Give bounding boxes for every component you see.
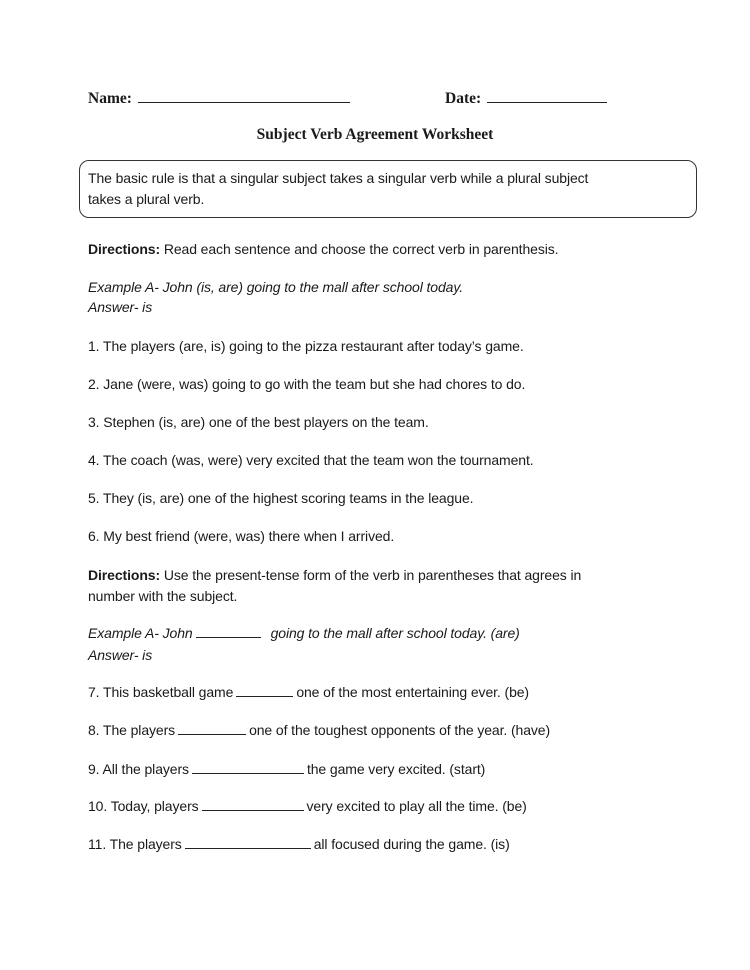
name-label: Name: xyxy=(88,90,132,107)
rule-line-1: The basic rule is that a singular subject takes a singular verb while a plural subject xyxy=(88,170,589,186)
directions-text: Read each sentence and choose the correct verb in parenthesis. xyxy=(160,241,559,257)
directions-text: Use the present-tense form of the verb in parentheses that agrees in xyxy=(160,567,582,583)
directions-label: Directions: xyxy=(88,567,161,583)
question-3: 3. Stephen (is, are) one of the best players on the team. xyxy=(88,414,429,430)
example-blank xyxy=(196,625,261,638)
directions-label: Directions: xyxy=(88,241,161,257)
answer-blank[interactable] xyxy=(185,836,311,849)
question-after: very excited to play all the time. (be) xyxy=(306,798,527,814)
question-before: 7. This basketball game xyxy=(88,684,234,700)
name-blank[interactable] xyxy=(138,90,350,103)
question-10 xyxy=(88,798,527,814)
worksheet-title: Subject Verb Agreement Worksheet xyxy=(256,126,494,143)
question-5: 5. They (is, are) one of the highest scoring teams in the league. xyxy=(88,490,474,506)
example-2 xyxy=(88,625,520,641)
question-1: 1. The players (are, is) going to the pizza restaurant after today’s game. xyxy=(88,338,524,354)
question-9 xyxy=(88,761,485,777)
question-after: all focused during the game. (is) xyxy=(313,836,510,852)
question-after: one of the most entertaining ever. (be) xyxy=(296,684,529,700)
answer-blank[interactable] xyxy=(236,684,293,697)
name-field[interactable] xyxy=(88,90,353,108)
answer-blank[interactable] xyxy=(192,761,304,774)
answer-2: Answer- is xyxy=(88,647,153,663)
question-after: one of the toughest opponents of the year. (have) xyxy=(249,722,551,738)
question-6: 6. My best friend (were, was) there when I arrived. xyxy=(88,528,395,544)
answer-blank[interactable] xyxy=(202,798,304,811)
directions-2 xyxy=(88,567,581,583)
date-field[interactable] xyxy=(445,90,610,108)
question-before: 11. The players xyxy=(88,836,182,852)
question-before: 10. Today, players xyxy=(88,798,199,814)
question-2: 2. Jane (were, was) going to go with the team but she had chores to do. xyxy=(88,376,526,392)
directions-1 xyxy=(88,241,558,257)
date-blank[interactable] xyxy=(487,90,607,103)
example-after: going to the mall after school today. (are) xyxy=(270,625,520,641)
rule-line-2: takes a plural verb. xyxy=(88,191,205,207)
question-11 xyxy=(88,836,510,852)
directions-2-line-2: number with the subject. xyxy=(88,588,238,604)
answer-1: Answer- is xyxy=(88,299,153,315)
example-before: Example A- John xyxy=(88,625,193,641)
question-before: 9. All the players xyxy=(88,761,189,777)
question-after: the game very excited. (start) xyxy=(306,761,486,777)
date-label: Date: xyxy=(445,90,482,107)
example-1: Example A- John (is, are) going to the mall after school today. xyxy=(88,279,463,295)
question-7 xyxy=(88,684,529,700)
answer-blank[interactable] xyxy=(178,722,246,735)
question-before: 8. The players xyxy=(88,722,176,738)
question-8 xyxy=(88,722,550,738)
rule-box xyxy=(79,160,697,218)
question-4: 4. The coach (was, were) very excited that the team won the tournament. xyxy=(88,452,534,468)
